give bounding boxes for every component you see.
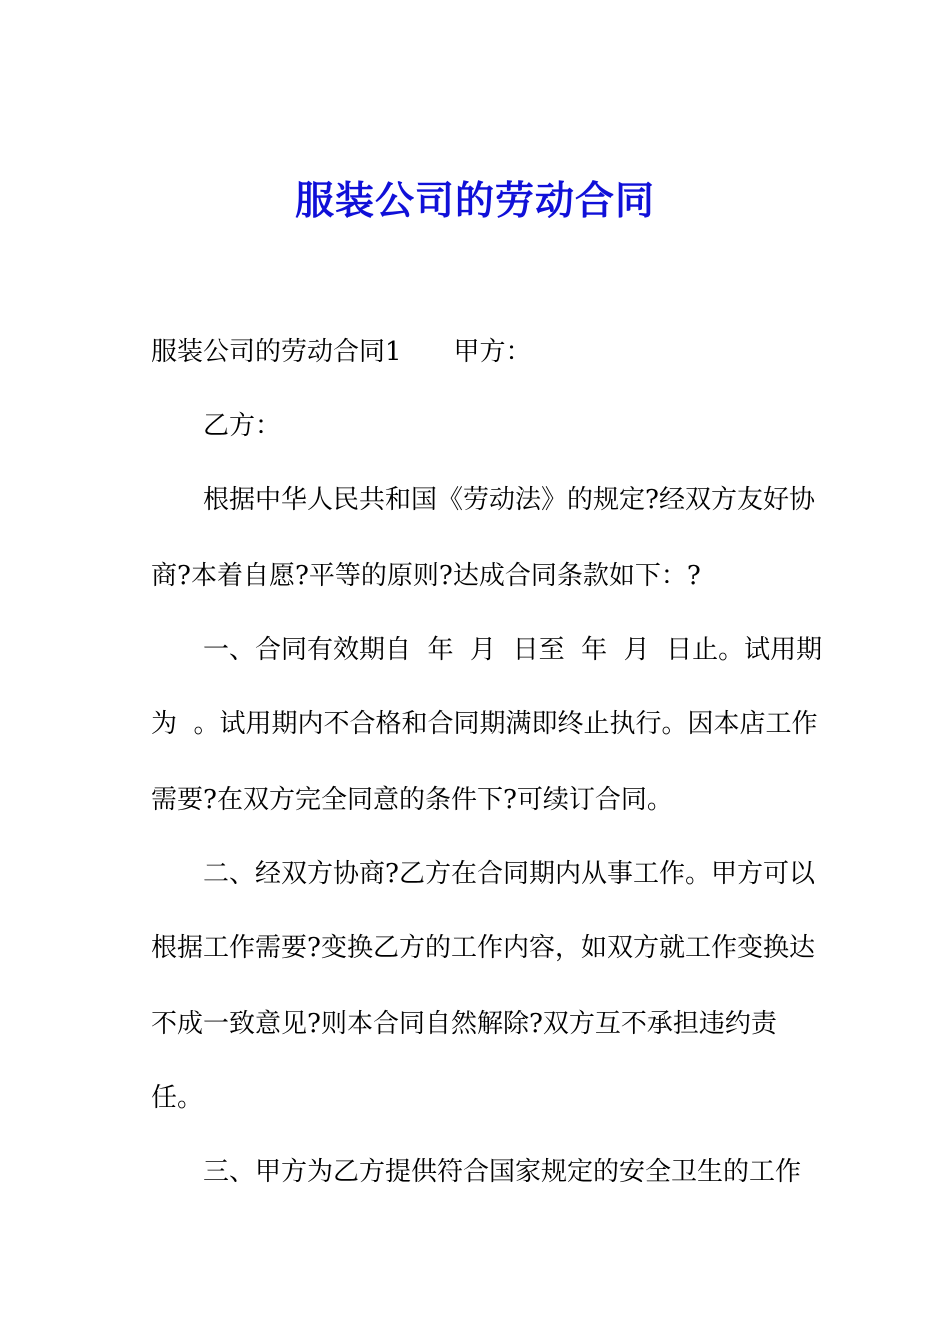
paragraph-line: 任。 (151, 1083, 204, 1113)
paragraph-line: 根据工作需要?变换乙方的工作内容，如双方就工作变换达 (151, 933, 815, 963)
contract-subtitle: 服装公司的劳动合同1 (151, 337, 402, 367)
paragraph-line: 三、甲方为乙方提供符合国家规定的安全卫生的工作 (203, 1157, 802, 1187)
party-b-label: 乙方： (203, 411, 282, 441)
party-a-label: 甲方： (453, 337, 532, 367)
paragraph-line: 为 。试用期内不合格和合同期满即终止执行。因本店工作 (151, 709, 818, 739)
contract-heading-line (151, 334, 532, 370)
document-title: 服装公司的劳动合同 (294, 179, 655, 224)
paragraph-line: 不成一致意见?则本合同自然解除?双方互不承担违约责 (151, 1009, 777, 1039)
paragraph-line: 需要?在双方完全同意的条件下?可续订合同。 (151, 785, 673, 815)
paragraph-line: 根据中华人民共和国《劳动法》的规定?经双方友好协 (203, 485, 815, 515)
paragraph-line: 商?本着自愿?平等的原则?达成合同条款如下：? (151, 561, 701, 591)
paragraph-line: 二、经双方协商?乙方在合同期内从事工作。甲方可以 (203, 859, 815, 889)
paragraph-line: 一、合同有效期自 年 月 日至 年 月 日止。试用期 (203, 635, 823, 665)
